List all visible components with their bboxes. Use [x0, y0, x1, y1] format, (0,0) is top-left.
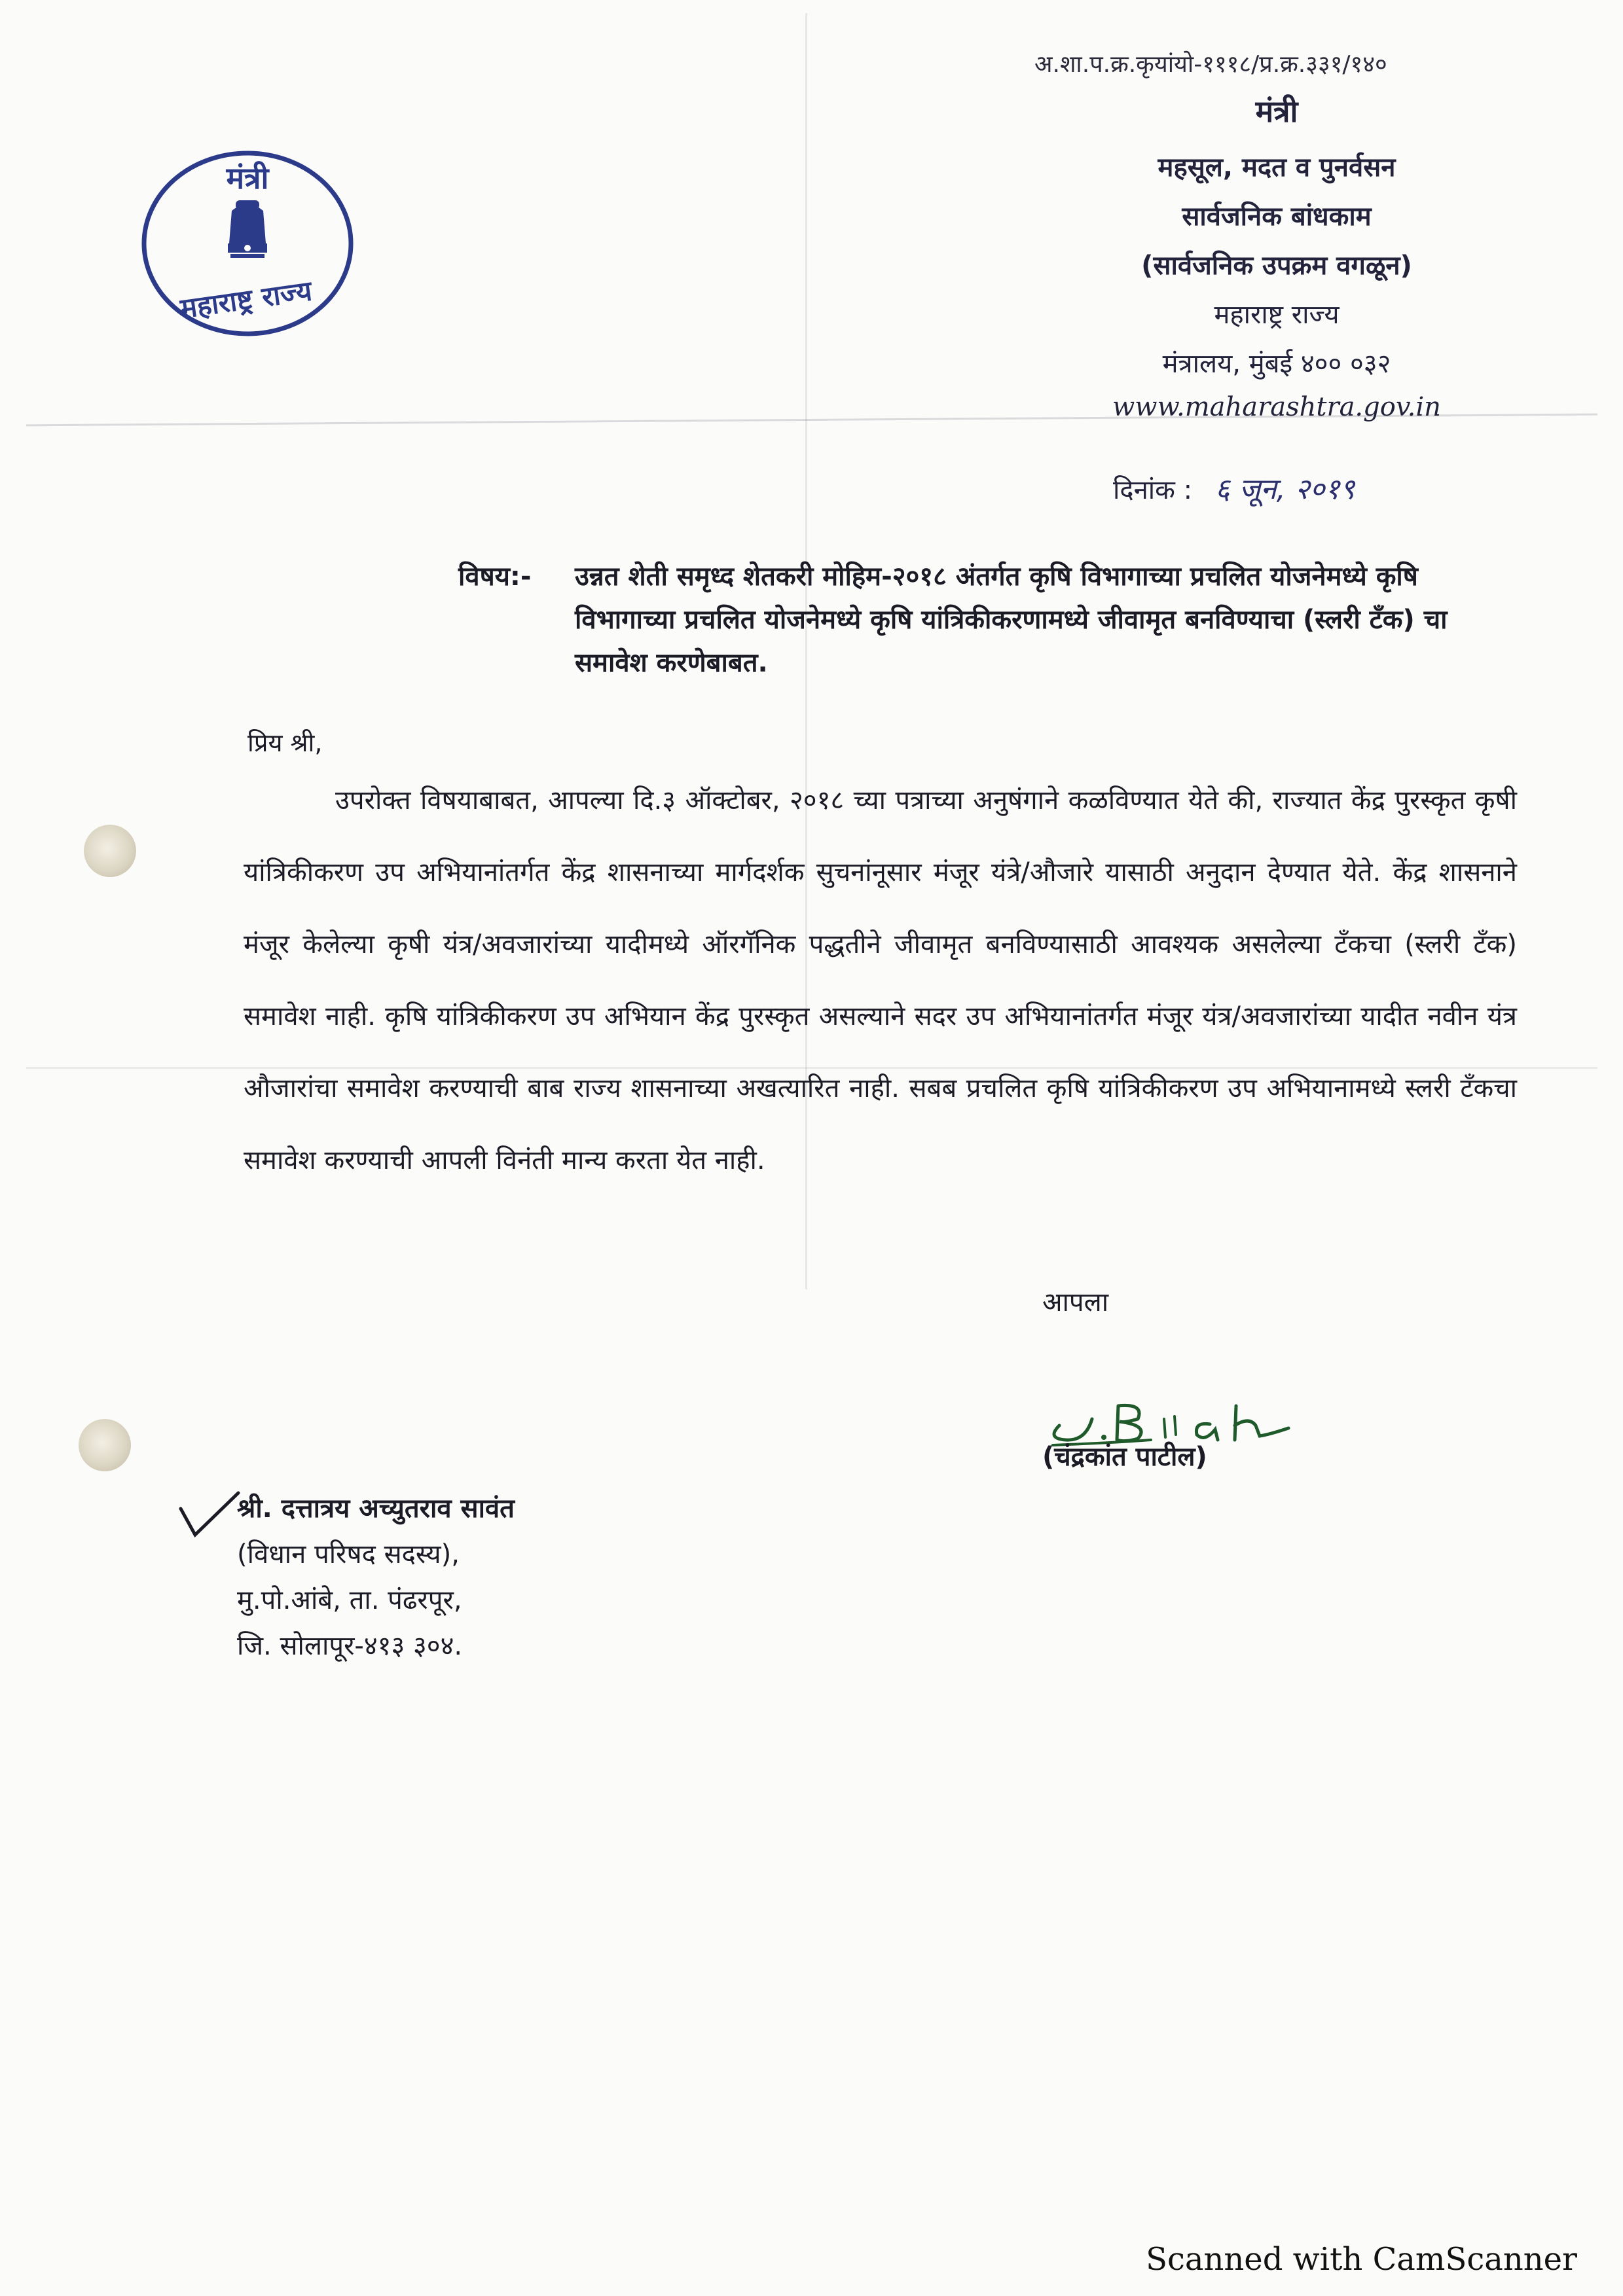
letterhead-department: सार्वजनिक बांधकाम	[1182, 202, 1372, 232]
letter-body: उपरोक्त विषयाबाबत, आपल्या दि.३ ऑक्टोबर, २०१८ च्या पत्राच्या अनुषंगाने कळविण्यात येते की, राज्यात केंद्र पुरस्कृत कृषी यांत्रिकीकरण उप अभियानांतर्गत केंद्र शासनाच्या मार्गदर्शक सुचनांनूसार मंजूर यंत्रे/औजारे यासाठी अनुदान देण्यात येते. केंद्र शासनाने मंजूर केलेल्या कृषी यंत्र/अवजारांच्या यादीमध्ये ऑरगॅनिक पद्धतीने जीवामृत बनविण्यासाठी आवश्यक असलेल्या टँकचा (स्लरी टँक) समावेश नाही. कृषि यांत्रिकीकरण उप अभियान केंद्र पुरस्कृत असल्याने सदर उप अभियानांतर्गत मंजूर यंत्र/अवजारांच्या यादीत नवीन यंत्र औजारांचा समावेश करण्याची बाब राज्य शासनाच्या अखत्यारित नाही. सबब प्रचलित कृषि यांत्रिकीकरण उप अभियानामध्ये स्लरी टँकचा समावेश करण्याची आपली विनंती मान्य करता येत नाही.	[244, 785, 1517, 1175]
letterhead	[1034, 90, 1519, 435]
punch-hole	[79, 1419, 131, 1471]
reference-number: अ.शा.प.क्र.कृयांयो-१११८/प्र.क्र.३३१/१४०	[1034, 51, 1387, 78]
letterhead-department: महसूल, मदत व पुनर्वसन	[1158, 152, 1396, 183]
letterhead-department: (सार्वजनिक उपक्रम वगळून)	[1141, 251, 1412, 281]
subject-label: विषय:-	[458, 562, 532, 592]
subject-text: उन्नत शेती समृध्द शेतकरी मोहिम-२०१८ अंतर्गत कृषि विभागाच्या प्रचलित योजनेमध्ये कृषि विभागाच्या प्रचलित योजनेमध्ये कृषि यांत्रिकीकरणामध्ये जीवामृत बनविण्याचा (स्लरी टँक) चा समावेश करणेबाबत.	[575, 562, 1448, 678]
letterhead-state: महाराष्ट्र राज्य	[1214, 300, 1340, 330]
seal-top-text: मंत्री	[226, 160, 269, 196]
recipient-line: मु.पो.आंबे, ता. पंढरपूर,	[237, 1585, 462, 1615]
punch-hole	[84, 825, 136, 877]
letter-date	[1113, 468, 1355, 507]
scanner-watermark: Scanned with CamScanner	[1146, 2241, 1577, 2278]
seal-bottom-text: महाराष्ट्र राज्य	[178, 274, 314, 325]
letterhead-website: www.maharashtra.gov.in	[1112, 392, 1441, 422]
letterhead-title: मंत्री	[1255, 94, 1298, 129]
recipient-address	[237, 1486, 515, 1669]
ministerial-seal	[136, 145, 359, 342]
salutation: प्रिय श्री,	[247, 728, 323, 757]
date-label: दिनांक :	[1113, 475, 1193, 505]
state-emblem-icon	[136, 145, 359, 342]
tick-mark-icon	[175, 1489, 241, 1541]
date-value: ६ जून, २०१९	[1214, 473, 1355, 506]
recipient-name: श्री. दत्तात्रय अच्युतराव सावंत	[237, 1494, 515, 1524]
closing: आपला	[1042, 1287, 1109, 1318]
letterhead-address: मंत्रालय, मुंबई ४०० ०३२	[1162, 349, 1391, 379]
signer-name: (चंद्रकांत पाटील)	[1042, 1442, 1207, 1472]
recipient-line: (विधान परिषद सदस्य),	[237, 1539, 460, 1570]
recipient-line: जि. सोलापूर-४१३ ३०४.	[237, 1631, 463, 1661]
